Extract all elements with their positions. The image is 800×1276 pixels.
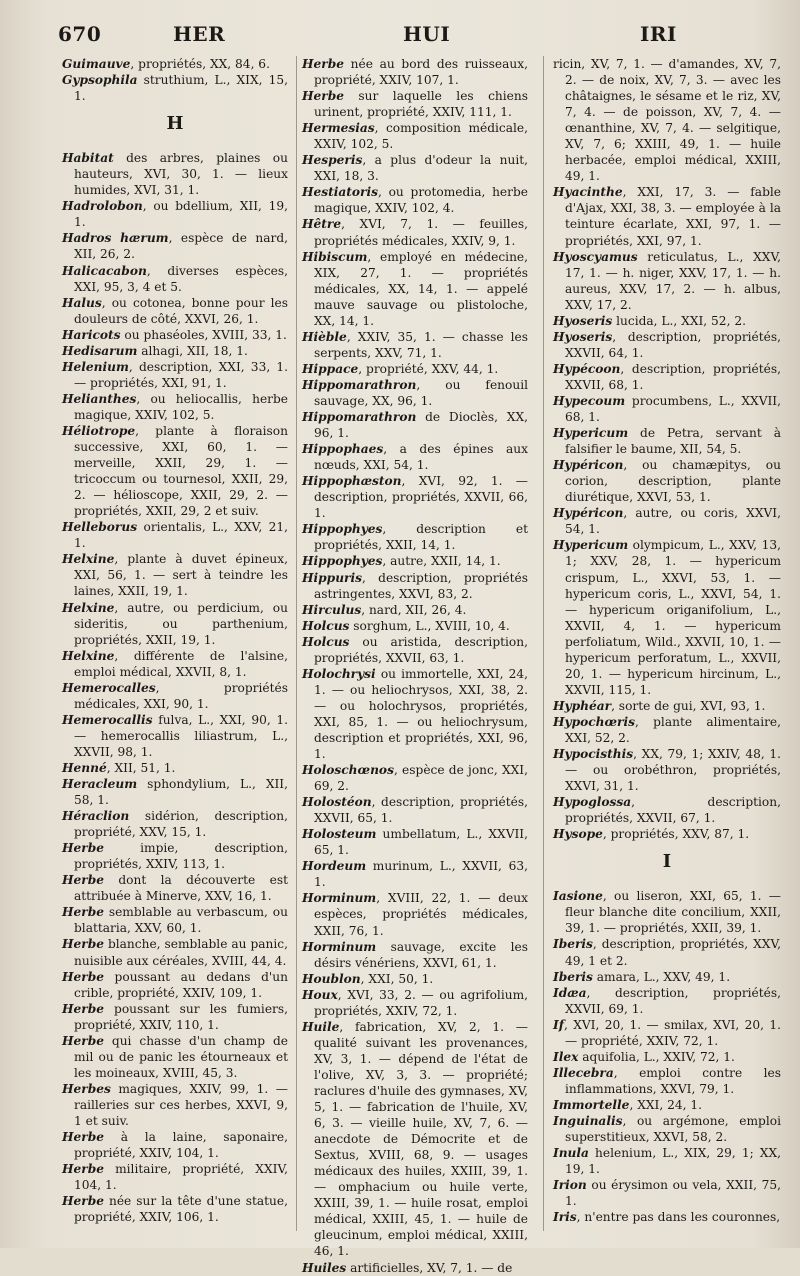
entry-text: orientalis, L., XXV, 21, 1. [74,520,288,551]
index-entry [62,760,288,776]
index-entry [553,985,781,1017]
index-entry [302,184,528,216]
index-entry [553,393,781,425]
entry-text: ou aristida, description, propriétés, XXVII, 63, 1. [314,634,528,665]
entry-text: umbellatum, L., XXVII, 65, 1. [314,827,528,858]
center-running-head: HUI [403,22,451,46]
entry-text: , fabrication, XV, 2, 1. — qualité suivant les provenances, XV, 3, 1. — dépend de l'état de l'olive, XV, 3, 3. — propriété; raclures d'huile des gymnases, XV, 5, 1. — fabrication de l'huile, XV, 6, 3. — vieille huile, XV, 7, 6. — anecdote de Démocrite et de Sextus, XVIII, 68, 9. — usages médicaux des huiles, XXIII, 39, 1. — omphacium ou huile verte, XXIII, 39, 1. — huile rosat, emploi médical, XXIII, 45, 1. — huile de gleucinum, emploi médical, XXIII, 46, 1. [314,1019,528,1259]
entry-headword: Hypéricon [553,506,624,521]
index-entry [62,56,288,72]
index-entry [553,826,781,842]
index-entry [62,343,288,359]
column-1 [62,56,288,1236]
entry-headword: Hièble [302,329,347,344]
entry-text: sauvage, excite les désirs vénériens, XXVI, 61, 1. [314,939,528,970]
entry-headword: Hadros hærum [62,231,169,246]
index-entry [302,634,528,666]
entry-text: , plante à floraison successive, XXI, 60, 1. — merveille, XXII, 29, 1. — tricoccum ou tournesol, XXII, 29, 2. — hélioscope, XXII, 29, 2. — propriétés, XXII, 29, 2 et suiv. [74,423,288,519]
entry-headword: Hippophæston [302,474,402,489]
entry-text: , différente de l'alsine, emploi médical, XXVII, 8, 1. [74,648,288,679]
entry-text: , XVI, 7, 1. — feuilles, propriétés médicales, XXIV, 9, 1. [314,217,528,248]
entry-text: , XXI, 24, 1. [629,1097,703,1112]
entry-text: , autre, ou coris, XXVI, 54, 1. [565,506,781,537]
entry-text: , description, XXI, 33, 1. — propriétés, XXI, 91, 1. [74,359,288,390]
entry-text: , XVIII, 22, 1. — deux espèces, propriétés médicales, XXII, 76, 1. [314,891,528,938]
entry-text: , nard, XII, 26, 4. [361,602,467,617]
entry-headword: Helenium [62,359,129,374]
entry-text: , description, propriétés, XXV, 49, 1 et 2. [565,937,781,968]
index-entry [302,88,528,120]
entry-headword: Hordeum [302,859,367,874]
entry-text: , ou liseron, XXI, 65, 1. — fleur blanche dite concilium, XXII, 39, 1. — propriétés, XXII, 39, 1. [565,889,781,936]
index-entry [62,423,288,519]
index-entry [302,987,528,1019]
index-entry [302,939,528,971]
index-entry [553,1145,781,1177]
entry-text: de Dioclès, XX, 96, 1. [314,410,528,441]
entry-headword: Hemerocalles [62,680,156,695]
entry-text: , ou fenouil sauvage, XX, 96, 1. [314,377,528,408]
entry-headword: Horminum [302,939,377,954]
entry-text: , XXIV, 35, 1. — chasse les serpents, XXV, 71, 1. [314,329,528,360]
entry-text: , description, propriétés, XXVII, 64, 1. [565,329,781,360]
entry-headword: Helianthes [62,391,137,406]
index-entry [553,329,781,361]
entry-text: , a plus d'odeur la nuit, XXI, 18, 3. [314,153,528,184]
entry-text: , diverses espèces, XXI, 95, 3, 4 et 5. [74,263,288,294]
entry-text: alhagi, XII, 18, 1. [137,343,248,358]
entry-text: magiques, XXIV, 99, 1. — railleries sur ces herbes, XXVI, 9, 1 et suiv. [74,1081,288,1128]
entry-headword: Herbe [302,57,344,71]
entry-text: ricin, XV, 7, 1. — d'amandes, XV, 7, 2. — de noix, XV, 7, 3. — avec les châtaignes, le sésame et le riz, XV, 7, 4. — de poisson, XV, 7, 4. — œnanthine, XV, 7, 4. — selgitique, XV, 7, 6; XXIII, 49, 1. — huile herbacée, emploi médical, XXIII, 49, 1. [553,57,781,184]
entry-headword: If [553,1017,564,1032]
entry-text: , XVI, 20, 1. — smilax, XVI, 20, 1. — propriété, XXIV, 72, 1. [563,1017,781,1048]
index-entry [553,505,781,537]
entry-text: , employé en médecine, XIX, 27, 1. — propriétés médicales, XX, 14, 1. — appelé mauve sauvage ou plistoloche, XX, 14, 1. [314,249,528,328]
entry-headword: Herbe [62,937,104,952]
entry-headword: Helxine [62,600,115,615]
right-running-head: IRI [640,22,677,46]
entry-headword: Holcus [302,634,350,649]
index-entry [553,1065,781,1097]
page-number: 670 [58,22,102,46]
entry-headword: Idæa [553,985,587,1000]
section-letter: I [662,851,672,873]
index-entry [553,56,781,184]
entry-text: sphondylium, L., XII, 58, 1. [74,777,288,808]
entry-text: poussant au dedans d'un crible, propriété, XXIV, 109, 1. [74,969,288,1000]
entry-text: , propriétés, XXV, 87, 1. [602,827,750,842]
index-entry [62,712,288,760]
entry-headword: Hypocisthis [553,747,634,762]
entry-headword: Hibiscum [302,249,368,264]
column-2 [302,56,528,1275]
entry-headword: Helleborus [62,520,138,535]
index-entry [553,249,781,313]
index-entry [553,537,781,697]
entry-text: , autre, ou perdicium, ou sideritis, ou parthenium, propriétés, XXII, 19, 1. [74,600,288,647]
column-rule-right [543,56,544,1231]
entry-headword: Hypoglossa [553,795,632,810]
entry-text: , description, propriétés astringentes, XXVI, 83, 2. [314,570,528,601]
entry-headword: Immortelle [553,1097,630,1112]
entry-headword: Herbe [62,1130,104,1145]
entry-headword: Hêtre [302,217,342,232]
entry-headword: Herbe [62,905,104,920]
entry-text: , XVI, 92, 1. — description, propriétés, XXVII, 66, 1. [314,474,528,521]
entry-headword: Hippophyes [302,554,383,569]
index-entry [62,904,288,936]
entry-text: fulva, L., XXI, 90, 1. — hemerocallis liliastrum, L., XXVII, 98, 1. [74,712,288,759]
entry-text: amara, L., XXV, 49, 1. [592,969,731,984]
index-entry [302,602,528,618]
entry-headword: Huile [302,1019,340,1034]
entry-text: de Petra, servant à falsifier le baume, XII, 54, 5. [565,426,781,457]
index-entry [553,888,781,936]
entry-text: reticulatus, L., XXV, 17, 1. — h. niger, XXV, 17, 1. — h. aureus, XXV, 17, 2. — h. albus, XXV, 17, 2. [565,249,781,312]
index-entry [302,1019,528,1260]
index-entry [62,969,288,1001]
entry-text: , XX, 79, 1; XXIV, 48, 1. — ou orobéthron, propriétés, XXVI, 31, 1. [565,747,781,794]
index-entry [302,152,528,184]
index-entry [62,519,288,551]
entry-headword: Hyoseris [553,313,613,328]
index-entry [302,826,528,858]
entry-headword: Hadrolobon [62,199,143,214]
entry-text: , ou chamæpitys, ou corion, description, plante diurétique, XXVI, 53, 1. [565,458,781,505]
entry-headword: Iberis [553,969,593,984]
index-entry [302,553,528,569]
entry-headword: Héraclion [62,809,130,824]
index-entry [62,327,288,343]
entry-text: , ou protomedia, herbe magique, XXIV, 102, 4. [314,185,528,216]
entry-text: ou phaséoles, XVIII, 33, 1. [120,327,287,342]
index-entry [302,971,528,987]
entry-text: impie, description, propriétés, XXIV, 113, 1. [74,841,288,872]
entry-text: semblable au verbascum, ou blattaria, XXV, 60, 1. [74,905,288,936]
entry-text: , description et propriétés, XXII, 14, 1. [314,522,528,553]
entry-text: artificielles, XV, 7, 1. — de [346,1260,513,1275]
entry-headword: Hippomarathron [302,410,417,425]
entry-headword: Houblon [302,971,361,986]
entry-text: née sur la tête d'une statue, propriété, XXIV, 106, 1. [74,1194,288,1225]
index-entry [62,150,288,198]
index-entry [302,56,528,88]
entry-text: des arbres, plaines ou hauteurs, XVI, 30, 1. — lieux humides, XVI, 31, 1. [74,151,288,198]
index-entry [62,776,288,808]
entry-text: sidérion, description, propriété, XXV, 15, 1. [74,809,288,840]
index-entry [62,359,288,391]
entry-headword: Herbe [62,1033,104,1048]
index-entry [553,1113,781,1145]
index-entry [62,391,288,423]
entry-headword: Hesperis [302,153,363,168]
entry-headword: Halus [62,295,102,310]
entry-headword: Hippomarathron [302,377,417,392]
index-entry [62,872,288,904]
entry-text: blanche, semblable au panic, nuisible aux céréales, XVIII, 44, 4. [74,937,288,968]
index-entry [553,425,781,457]
index-entry [302,521,528,553]
entry-headword: Hysope [553,827,603,842]
entry-headword: Holoschœnos [302,763,394,778]
entry-text: , propriétés médicales, XXI, 90, 1. [74,680,288,711]
entry-text: dont la découverte est attribuée à Minerve, XXV, 16, 1. [74,873,288,904]
index-entry [62,840,288,872]
index-entry [302,249,528,329]
index-entry [62,680,288,712]
entry-headword: Helxine [62,552,115,567]
entry-headword: Hippophaes [302,442,384,457]
running-header [58,22,778,50]
index-entry [62,1081,288,1129]
index-entry [553,714,781,746]
entry-headword: Hirculus [302,602,362,617]
entry-headword: Huiles [302,1260,347,1275]
index-entry [302,216,528,248]
entry-headword: Halicacabon [62,263,147,278]
entry-text: , ou argémone, emploi superstitieux, XXVI, 58, 2. [565,1114,781,1145]
index-entry [62,263,288,295]
index-entry [302,890,528,938]
entry-headword: Herbe [62,873,104,888]
index-entry [302,858,528,890]
entry-headword: Holosteum [302,827,377,842]
index-entry [553,1017,781,1049]
entry-headword: Herbe [62,1162,104,1177]
entry-text: aquifolia, L., XXIV, 72, 1. [578,1049,735,1064]
entry-headword: Heracleum [62,777,138,792]
entry-headword: Holostéon [302,795,372,810]
entry-text: née au bord des ruisseaux, propriété, XXIV, 107, 1. [314,57,528,88]
entry-text: , ou heliocallis, herbe magique, XXIV, 102, 5. [74,391,288,422]
entry-text: , n'entre pas dans les couronnes, [576,1210,781,1225]
entry-headword: Hyoscyamus [553,249,638,264]
entry-headword: Iris [553,1210,577,1225]
entry-text: , plante à duvet épineux, XXI, 56, 1. — sert à teindre les laines, XXII, 19, 1. [74,552,288,599]
entry-text: , propriété, XXV, 44, 1. [358,361,499,376]
index-entry [62,1033,288,1081]
entry-text: à la laine, saponaire, propriété, XXIV, 104, 1. [74,1130,288,1161]
index-entry [553,936,781,968]
entry-text: qui chasse d'un champ de mil ou de panic les étourneaux et les moineaux, XVIII, 45, 3. [74,1033,288,1080]
entry-text: ou érysimon ou vela, XXII, 75, 1. [565,1178,781,1209]
index-entry [302,409,528,441]
entry-headword: Hemerocallis [62,712,153,727]
index-entry [302,473,528,521]
entry-headword: Hyphéar [553,698,612,713]
entry-text: , ou bdellium, XII, 19, 1. [74,199,288,230]
index-entry [62,551,288,599]
index-entry [62,1161,288,1193]
index-entry [302,1260,528,1276]
entry-text: , propriétés, XX, 84, 6. [130,57,270,71]
index-entry [62,1193,288,1225]
entry-headword: Iasione [553,889,603,904]
entry-text: , sorte de gui, XVI, 93, 1. [611,698,766,713]
entry-headword: Horminum [302,891,377,906]
entry-headword: Hypochœris [553,714,635,729]
entry-text: , emploi contre les inflammations, XXVI, 79, 1. [565,1065,781,1096]
index-entry [553,361,781,393]
entry-text: , ou cotonea, bonne pour les douleurs de côté, XXVI, 26, 1. [74,295,288,326]
left-running-head: HER [173,22,226,46]
entry-text: struthium, L., XIX, 15, 1. [74,73,288,104]
entry-text: sorghum, L., XVIII, 10, 4. [349,618,510,633]
entry-headword: Gypsophila [62,73,138,88]
entry-text: poussant sur les fumiers, propriété, XXIV, 110, 1. [74,1001,288,1032]
entry-headword: Hedisarum [62,343,138,358]
index-entry [302,329,528,361]
entry-headword: Holochrysi [302,666,376,681]
column-rule-left [296,56,297,1231]
entry-headword: Hypericum [553,538,629,553]
section-letter: H [166,113,184,135]
entry-headword: Iberis [553,937,593,952]
entry-headword: Hypericum [553,426,629,441]
entry-headword: Herbe [302,89,344,104]
index-entry [553,1049,781,1065]
entry-headword: Hermesias [302,121,375,136]
entry-headword: Haricots [62,327,121,342]
entry-text: procumbens, L., XXVII, 68, 1. [565,393,781,425]
entry-headword: Hestiatoris [302,185,378,200]
entry-text: sur laquelle les chiens urinent, propriété, XXIV, 111, 1. [314,89,528,120]
entry-text: , plante alimentaire, XXI, 52, 2. [565,714,781,745]
entry-text: , description, propriétés, XXVII, 68, 1. [565,361,781,392]
index-entry [62,72,288,104]
column-3 [553,56,781,1236]
entry-text: , description, propriétés, XXVII, 67, 1. [565,795,781,826]
entry-text: , a des épines aux nœuds, XXI, 54, 1. [314,442,528,473]
index-entry [62,1129,288,1161]
entry-headword: Irion [553,1178,587,1193]
entry-text: , description, propriétés, XXVII, 65, 1. [314,795,528,826]
entry-headword: Hyoseris [553,329,613,344]
entry-headword: Héliotrope [62,423,136,438]
entry-text: , XII, 51, 1. [106,760,176,775]
entry-headword: Ilex [553,1049,579,1064]
entry-headword: Hypécoon [553,361,621,376]
entry-headword: Hippuris [302,570,362,585]
index-entry [553,969,781,985]
index-entry [302,120,528,152]
index-entry [62,295,288,327]
entry-text: , composition médicale, XXIV, 102, 5. [314,121,528,152]
index-entry [62,198,288,230]
index-entry [62,1001,288,1033]
entry-headword: Guimauve [62,57,131,71]
entry-headword: Habitat [62,151,114,166]
index-entry [553,698,781,714]
entry-text: , XXI, 50, 1. [360,971,434,986]
index-entry [553,457,781,505]
entry-text: lucida, L., XXI, 52, 2. [612,313,746,328]
index-entry [302,377,528,409]
entry-headword: Illecebra [553,1065,614,1080]
index-entry [553,794,781,826]
index-entry [302,361,528,377]
entry-headword: Holcus [302,618,350,633]
index-entry [302,666,528,762]
entry-headword: Hippace [302,361,359,376]
entry-text: , XXI, 17, 3. — fable d'Ajax, XXI, 38, 3. — employée à la teinture écarlate, XXI, 97, 1. — propriétés, XXI, 97, 1. [565,185,781,248]
entry-text: murinum, L., XXVII, 63, 1. [314,859,528,890]
entry-text: , XVI, 33, 2. — ou agrifolium, propriétés, XXIV, 72, 1. [314,987,528,1018]
entry-text: , espèce de nard, XII, 26, 2. [74,231,288,262]
index-entry [302,618,528,634]
entry-headword: Herbe [62,841,104,856]
entry-text: , autre, XXII, 14, 1. [382,554,501,569]
entry-text: , espèce de jonc, XXI, 69, 2. [314,763,528,794]
index-entry [553,746,781,794]
entry-headword: Hypecoum [553,393,626,408]
entry-headword: Herbes [62,1081,111,1096]
entry-text: helenium, L., XIX, 29, 1; XX, 19, 1. [565,1146,781,1177]
index-entry [302,794,528,826]
entry-headword: Herbe [62,1194,104,1209]
index-entry [553,1097,781,1113]
entry-headword: Inula [553,1146,589,1161]
index-entry [62,230,288,262]
index-entry [302,762,528,794]
index-entry [553,1209,781,1225]
index-entry [62,808,288,840]
index-entry [62,600,288,648]
entry-headword: Houx [302,987,338,1002]
entry-headword: Helxine [62,648,115,663]
entry-headword: Hyacinthe [553,185,623,200]
entry-headword: Herbe [62,1001,104,1016]
index-entry [62,648,288,680]
entry-headword: Henné [62,760,107,775]
index-entry [62,936,288,968]
entry-headword: Hippophyes [302,522,383,537]
entry-text: militaire, propriété, XXIV, 104, 1. [74,1162,288,1193]
entry-text: ou immortelle, XXI, 24, 1. — ou heliochrysos, XXI, 38, 2. — ou holochrysos, propriétés, XXI, 85, 1. — ou heliochrysum, description et propriétés, XXI, 96, 1. [314,666,528,762]
index-entry [553,184,781,248]
index-entry [553,313,781,329]
index-entry [553,1177,781,1209]
entry-text: olympicum, L., XXV, 13, 1; XXV, 28, 1. — hypericum crispum, L., XXVI, 53, 1. — hypericum coris, L., XXVI, 54, 1. — hypericum origanifolium, L., XXVII, 4, 1. — hypericum perfoliatum, Wild., XXVII, 10, 1. — hypericum perforatum, L., XXVII, 20, 1. — hypericum hircinum, L., XXVII, 115, 1. [565,538,781,697]
entry-headword: Hypéricon [553,458,624,473]
index-entry [302,570,528,602]
entry-headword: Inguinalis [553,1114,623,1128]
entry-text: , description, propriétés, XXVII, 69, 1. [565,985,781,1016]
index-entry [302,441,528,473]
entry-headword: Herbe [62,969,104,984]
